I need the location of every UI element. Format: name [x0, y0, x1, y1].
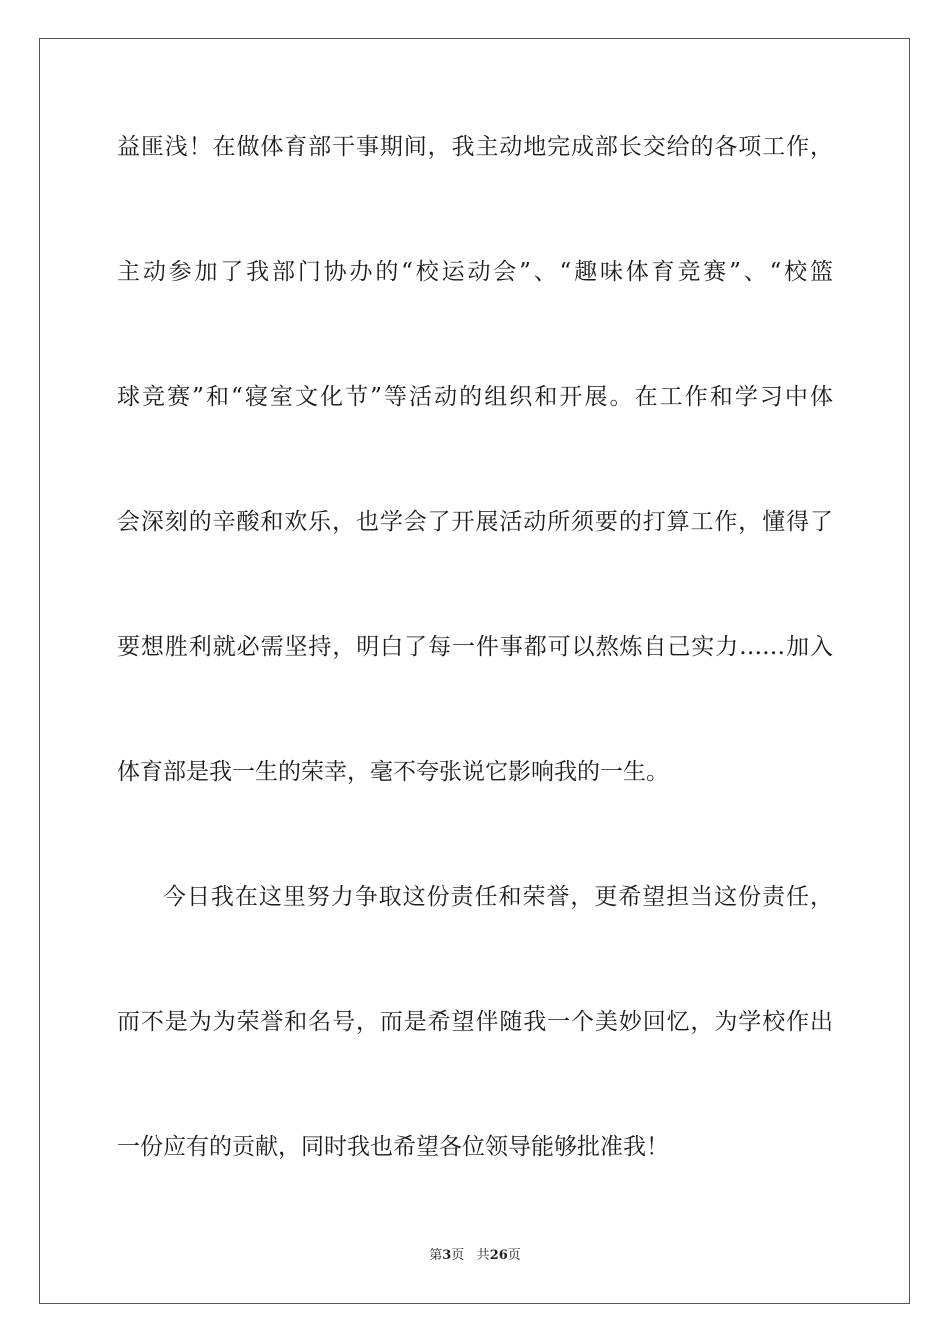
- text-line: 体育部是我一生的荣幸，毫不夸张说它影响我的一生。: [117, 759, 669, 785]
- page-border: [39, 38, 910, 1304]
- text-line: 会深刻的辛酸和欢乐，也学会了开展活动所须要的打算工作，懂得了: [117, 509, 833, 535]
- text-line: 球竞赛”和“寝室文化节”等活动的组织和开展。在工作和学习中体: [117, 384, 833, 410]
- page-footer: [0, 1247, 950, 1265]
- text-line: 一份应有的贡献，同时我也希望各位领导能够批准我！: [117, 1134, 669, 1160]
- text-line: 主动参加了我部门协办的“校运动会”、“趣味体育竞赛”、“校篮: [117, 259, 833, 285]
- text-line-indented: 今日我在这里努力争取这份责任和荣誉，更希望担当这份责任，: [163, 884, 833, 910]
- footer-page-prefix: 第: [429, 1248, 443, 1263]
- footer-page-suffix: 页: [451, 1248, 465, 1263]
- text-line: 要想胜利就必需坚持，明白了每一件事都可以熬炼自己实力……加入: [117, 634, 833, 660]
- footer-page-number: 3: [442, 1248, 452, 1263]
- footer-total-pages: 26: [489, 1248, 508, 1263]
- footer-total-suffix: 页: [507, 1248, 521, 1263]
- footer-total-prefix: 共: [476, 1248, 490, 1263]
- text-line: 益匪浅！在做体育部干事期间，我主动地完成部长交给的各项工作，: [117, 134, 833, 160]
- text-line: 而不是为为荣誉和名号，而是希望伴随我一个美妙回忆，为学校作出: [117, 1009, 833, 1035]
